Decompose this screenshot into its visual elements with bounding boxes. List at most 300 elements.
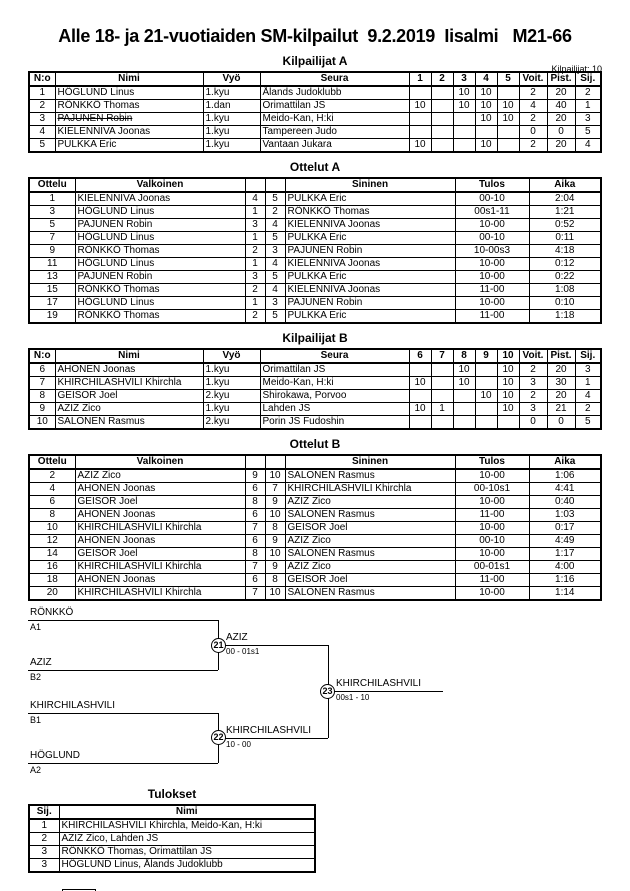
table-cell: 20 bbox=[547, 113, 575, 126]
table-cell: AZIZ Zico bbox=[285, 496, 455, 509]
table-row bbox=[29, 297, 601, 310]
table-cell bbox=[453, 403, 475, 416]
table-cell bbox=[409, 126, 431, 139]
table-cell: 7 bbox=[245, 561, 265, 574]
ottelut-b-table bbox=[28, 454, 602, 601]
column-header: Valkoinen bbox=[75, 455, 245, 469]
table-cell: 10 bbox=[409, 100, 431, 113]
table-cell: 10 bbox=[497, 113, 519, 126]
table-cell: KIELENNIVA Joonas bbox=[55, 126, 203, 139]
column-header: Vyö bbox=[203, 72, 260, 86]
bracket-line bbox=[28, 713, 218, 714]
table-row bbox=[29, 377, 601, 390]
table-cell: 10 bbox=[497, 403, 519, 416]
table-cell: 20 bbox=[547, 390, 575, 403]
table-cell: 11-00 bbox=[455, 310, 529, 324]
table-cell bbox=[497, 139, 519, 153]
table-cell: 7 bbox=[245, 522, 265, 535]
table-row bbox=[29, 574, 601, 587]
table-cell: RÖNKKÖ Thomas, Orimattilan JS bbox=[59, 846, 315, 859]
table-row bbox=[29, 833, 315, 846]
bracket-line bbox=[28, 620, 218, 621]
table-row bbox=[29, 139, 601, 153]
table-cell: 5 bbox=[265, 310, 285, 324]
column-header: Tulos bbox=[455, 178, 529, 192]
table-cell: 0:11 bbox=[529, 232, 601, 245]
column-header: 4 bbox=[475, 72, 497, 86]
table-cell: 2 bbox=[575, 86, 601, 100]
bracket-entry-name: AZIZ bbox=[30, 657, 52, 668]
table-cell: 10 bbox=[453, 363, 475, 377]
table-cell: 0:12 bbox=[529, 258, 601, 271]
table-cell: AZIZ Zico bbox=[285, 535, 455, 548]
bracket-winner-name: AZIZ bbox=[226, 632, 248, 643]
table-cell: RÖNKKÖ Thomas bbox=[75, 310, 245, 324]
table-cell: 5 bbox=[29, 139, 55, 153]
table-cell: 00-10 bbox=[455, 535, 529, 548]
table-cell: RÖNKKÖ Thomas bbox=[75, 245, 245, 258]
table-cell: 10 bbox=[497, 363, 519, 377]
table-cell: Shirokawa, Porvoo bbox=[260, 390, 409, 403]
table-cell: 6 bbox=[29, 496, 75, 509]
table-cell: 10-00 bbox=[455, 548, 529, 561]
table-cell: RÖNKKÖ Thomas bbox=[55, 100, 203, 113]
table-cell: 2 bbox=[29, 469, 75, 483]
table-cell: HÖGLUND Linus bbox=[55, 86, 203, 100]
table-cell: 1.kyu bbox=[203, 139, 260, 153]
table-row bbox=[29, 126, 601, 139]
table-cell: SALONEN Rasmus bbox=[55, 416, 203, 430]
table-cell: 2 bbox=[245, 245, 265, 258]
table-cell: 5 bbox=[265, 232, 285, 245]
page-title: Alle 18- ja 21-vuotiaiden SM-kilpailut 9.2.2019 Iisalmi M21-66 bbox=[58, 26, 572, 46]
table-row bbox=[29, 245, 601, 258]
bracket-line bbox=[328, 691, 443, 692]
bracket-line bbox=[218, 645, 328, 646]
table-cell: HÖGLUND Linus bbox=[75, 258, 245, 271]
table-cell: 2 bbox=[519, 113, 547, 126]
kilpailijat-a-table bbox=[28, 71, 602, 153]
table-cell bbox=[409, 86, 431, 100]
table-cell: 6 bbox=[245, 483, 265, 496]
bracket-line bbox=[218, 738, 328, 739]
table-cell: 9 bbox=[245, 469, 265, 483]
table-cell: 2 bbox=[575, 403, 601, 416]
table-cell: 10 bbox=[265, 509, 285, 522]
table-cell: 2 bbox=[265, 206, 285, 219]
column-header: Seura bbox=[260, 72, 409, 86]
table-cell: 00-10s1 bbox=[455, 483, 529, 496]
table-cell: KHIRCHILASHVILI Khirchla bbox=[75, 522, 245, 535]
table-cell: 00-10 bbox=[455, 232, 529, 245]
column-header bbox=[265, 455, 285, 469]
table-row bbox=[29, 86, 601, 100]
table-cell bbox=[431, 100, 453, 113]
table-cell bbox=[475, 416, 497, 430]
table-cell: 11 bbox=[29, 258, 75, 271]
column-header: Tulos bbox=[455, 455, 529, 469]
table-cell bbox=[409, 113, 431, 126]
table-row bbox=[29, 271, 601, 284]
table-cell: Tampereen Judo bbox=[260, 126, 409, 139]
table-cell bbox=[431, 377, 453, 390]
table-cell: 13 bbox=[29, 271, 75, 284]
column-header: 9 bbox=[475, 349, 497, 363]
table-row bbox=[29, 192, 601, 206]
table-cell bbox=[431, 363, 453, 377]
table-cell: PAJUNEN Robin bbox=[75, 271, 245, 284]
table-cell: AZIZ Zico bbox=[55, 403, 203, 416]
table-cell: 0:10 bbox=[529, 297, 601, 310]
table-cell: 3 bbox=[519, 403, 547, 416]
table-cell: 2.kyu bbox=[203, 390, 260, 403]
table-cell: GEISOR Joel bbox=[75, 496, 245, 509]
table-row bbox=[29, 232, 601, 245]
table-cell: 4 bbox=[265, 258, 285, 271]
bracket-entry-seed: B2 bbox=[30, 672, 42, 682]
column-header bbox=[245, 455, 265, 469]
table-cell: 7 bbox=[29, 232, 75, 245]
table-cell: 10-00 bbox=[455, 258, 529, 271]
table-cell: 1:03 bbox=[529, 509, 601, 522]
table-row bbox=[29, 846, 315, 859]
table-cell: KIELENNIVA Joonas bbox=[285, 219, 455, 232]
table-cell: 7 bbox=[265, 483, 285, 496]
column-header bbox=[265, 178, 285, 192]
table-cell: 6 bbox=[245, 574, 265, 587]
table-cell: AZIZ Zico bbox=[285, 561, 455, 574]
finals-bracket bbox=[28, 607, 602, 779]
table-row bbox=[29, 469, 601, 483]
table-cell: KHIRCHILASHVILI Khirchla bbox=[55, 377, 203, 390]
table-cell: 5 bbox=[265, 192, 285, 206]
table-cell: 11-00 bbox=[455, 509, 529, 522]
table-cell: 20 bbox=[547, 363, 575, 377]
column-header: Aika bbox=[529, 178, 601, 192]
table-cell: 1 bbox=[575, 100, 601, 113]
table-cell bbox=[409, 363, 431, 377]
bracket-match-score: 00 - 01s1 bbox=[226, 647, 260, 656]
table-cell: 1.kyu bbox=[203, 377, 260, 390]
tulokset-table bbox=[28, 804, 316, 873]
table-cell: 20 bbox=[29, 587, 75, 601]
column-header: N:o bbox=[29, 72, 55, 86]
table-cell: 10 bbox=[453, 100, 475, 113]
table-cell: 14 bbox=[29, 548, 75, 561]
table-cell: AZIZ Zico bbox=[75, 469, 245, 483]
table-cell: AHONEN Joonas bbox=[55, 363, 203, 377]
table-cell: 21 bbox=[547, 403, 575, 416]
section-title-ottelut-b: Ottelut B bbox=[289, 437, 341, 451]
table-cell: PAJUNEN Robin bbox=[285, 245, 455, 258]
table-cell: 10 bbox=[265, 469, 285, 483]
column-header: 7 bbox=[431, 349, 453, 363]
table-cell: SALONEN Rasmus bbox=[285, 587, 455, 601]
table-row bbox=[29, 859, 315, 873]
table-cell: 1.kyu bbox=[203, 403, 260, 416]
bracket-winner-name: KHIRCHILASHVILI bbox=[226, 725, 312, 736]
table-cell: 1:08 bbox=[529, 284, 601, 297]
table-row bbox=[29, 206, 601, 219]
match-number-badge: 21 bbox=[211, 638, 226, 653]
bracket-entry-seed: A1 bbox=[30, 622, 42, 632]
table-cell: 6 bbox=[245, 509, 265, 522]
column-header: Nimi bbox=[59, 805, 315, 819]
section-title-tulokset: Tulokset bbox=[147, 787, 197, 801]
table-cell: 1 bbox=[245, 297, 265, 310]
table-cell: 10-00 bbox=[455, 496, 529, 509]
table-cell: 10-00 bbox=[455, 469, 529, 483]
table-cell: 9 bbox=[265, 496, 285, 509]
table-cell: 1.kyu bbox=[203, 86, 260, 100]
table-cell: GEISOR Joel bbox=[75, 548, 245, 561]
table-cell: PAJUNEN Robin bbox=[75, 219, 245, 232]
table-cell bbox=[497, 86, 519, 100]
table-cell: SALONEN Rasmus bbox=[285, 548, 455, 561]
table-cell: 10 bbox=[497, 377, 519, 390]
table-cell: HÖGLUND Linus, Ålands Judoklubb bbox=[59, 859, 315, 873]
table-cell: 7 bbox=[245, 587, 265, 601]
bracket-line bbox=[28, 763, 218, 764]
table-cell bbox=[453, 113, 475, 126]
table-row bbox=[29, 819, 315, 833]
table-cell: 10-00 bbox=[455, 219, 529, 232]
table-cell: 4 bbox=[575, 139, 601, 153]
table-cell: 1:16 bbox=[529, 574, 601, 587]
table-cell: 10 bbox=[497, 390, 519, 403]
table-cell: 2:04 bbox=[529, 192, 601, 206]
table-row bbox=[29, 561, 601, 574]
table-cell: 8 bbox=[265, 574, 285, 587]
table-cell: 10 bbox=[265, 548, 285, 561]
table-cell: KIELENNIVA Joonas bbox=[75, 192, 245, 206]
table-cell: 9 bbox=[265, 535, 285, 548]
table-cell: 1:17 bbox=[529, 548, 601, 561]
column-header: Sij. bbox=[575, 349, 601, 363]
table-cell: 0 bbox=[519, 416, 547, 430]
table-cell: 8 bbox=[29, 390, 55, 403]
table-cell: 5 bbox=[575, 126, 601, 139]
table-row bbox=[29, 403, 601, 416]
column-header: Vyö bbox=[203, 349, 260, 363]
table-cell bbox=[431, 126, 453, 139]
table-cell: 11-00 bbox=[455, 574, 529, 587]
bracket-line bbox=[28, 670, 218, 671]
table-cell: 2 bbox=[519, 390, 547, 403]
table-cell: 2 bbox=[519, 363, 547, 377]
table-cell: 3 bbox=[265, 245, 285, 258]
table-cell: Orimattilan JS bbox=[260, 100, 409, 113]
section-title-kilpailijat-b: Kilpailijat B bbox=[282, 331, 348, 345]
column-header: Pist. bbox=[547, 349, 575, 363]
table-cell: 00s1-11 bbox=[455, 206, 529, 219]
table-cell bbox=[453, 126, 475, 139]
table-cell: 0:40 bbox=[529, 496, 601, 509]
table-row bbox=[29, 496, 601, 509]
table-cell: RÖNKKÖ Thomas bbox=[285, 206, 455, 219]
table-cell: HÖGLUND Linus bbox=[75, 232, 245, 245]
table-cell: SALONEN Rasmus bbox=[285, 509, 455, 522]
table-row bbox=[29, 284, 601, 297]
table-cell bbox=[409, 416, 431, 430]
table-cell bbox=[431, 113, 453, 126]
column-header: Sininen bbox=[285, 178, 455, 192]
table-cell: 10-00 bbox=[455, 297, 529, 310]
table-cell: Orimattilan JS bbox=[260, 363, 409, 377]
table-cell bbox=[497, 126, 519, 139]
table-cell: RÖNKKÖ Thomas bbox=[75, 284, 245, 297]
table-cell: 1.kyu bbox=[203, 363, 260, 377]
table-cell: 0 bbox=[547, 416, 575, 430]
table-cell: 4 bbox=[519, 100, 547, 113]
table-cell: KHIRCHILASHVILI Khirchla bbox=[285, 483, 455, 496]
column-header: Nimi bbox=[55, 72, 203, 86]
table-cell: KHIRCHILASHVILI Khirchla bbox=[75, 561, 245, 574]
table-cell: PAJUNEN Robin bbox=[285, 297, 455, 310]
table-row bbox=[29, 390, 601, 403]
bracket-match-score: 10 - 00 bbox=[226, 740, 251, 749]
table-cell: 10-00s3 bbox=[455, 245, 529, 258]
table-cell: 10 bbox=[475, 390, 497, 403]
table-cell: 4 bbox=[29, 126, 55, 139]
table-cell: 4 bbox=[265, 284, 285, 297]
bracket-match-score: 00s1 - 10 bbox=[336, 693, 370, 702]
competitor-count-note: Kilpailijat: 10 bbox=[551, 64, 602, 74]
table-cell: AHONEN Joonas bbox=[75, 509, 245, 522]
column-header: 6 bbox=[409, 349, 431, 363]
table-cell: 4 bbox=[29, 483, 75, 496]
table-cell bbox=[431, 86, 453, 100]
column-header: Seura bbox=[260, 349, 409, 363]
column-header: Aika bbox=[529, 455, 601, 469]
table-cell: 3 bbox=[519, 377, 547, 390]
table-cell: 0:22 bbox=[529, 271, 601, 284]
bracket-entry-name: HÖGLUND bbox=[30, 750, 81, 761]
table-cell: KIELENNIVA Joonas bbox=[285, 258, 455, 271]
column-header: N:o bbox=[29, 349, 55, 363]
table-cell: 2 bbox=[519, 86, 547, 100]
table-cell: SALONEN Rasmus bbox=[285, 469, 455, 483]
bracket-winner-name: KHIRCHILASHVILI bbox=[336, 678, 422, 689]
table-cell bbox=[409, 390, 431, 403]
table-cell: 10 bbox=[409, 377, 431, 390]
table-cell: AZIZ Zico, Lahden JS bbox=[59, 833, 315, 846]
table-cell: 9 bbox=[29, 403, 55, 416]
table-row bbox=[29, 310, 601, 324]
table-cell: 3 bbox=[265, 297, 285, 310]
table-cell: 4:41 bbox=[529, 483, 601, 496]
table-cell: 10 bbox=[409, 139, 431, 153]
table-cell: 3 bbox=[245, 219, 265, 232]
kilpailijat-b-table bbox=[28, 348, 602, 430]
table-cell: PULKKA Eric bbox=[285, 232, 455, 245]
table-row bbox=[29, 522, 601, 535]
table-cell: GEISOR Joel bbox=[285, 574, 455, 587]
table-row bbox=[29, 258, 601, 271]
table-cell: 10 bbox=[29, 522, 75, 535]
table-row bbox=[29, 363, 601, 377]
table-cell: 1 bbox=[245, 258, 265, 271]
table-cell: Lahden JS bbox=[260, 403, 409, 416]
table-cell: PULKKA Eric bbox=[285, 310, 455, 324]
column-header: 3 bbox=[453, 72, 475, 86]
table-cell: 1:06 bbox=[529, 469, 601, 483]
table-cell: 2 bbox=[29, 100, 55, 113]
table-cell: 10 bbox=[497, 100, 519, 113]
table-cell: 1 bbox=[29, 86, 55, 100]
table-cell: 10 bbox=[475, 113, 497, 126]
table-cell: 18 bbox=[29, 574, 75, 587]
table-cell: 4 bbox=[575, 390, 601, 403]
section-title-kilpailijat-a: Kilpailijat A bbox=[282, 54, 348, 68]
table-cell: 10 bbox=[475, 86, 497, 100]
column-header: Pist. bbox=[547, 72, 575, 86]
table-cell: 10 bbox=[265, 587, 285, 601]
table-cell: 2 bbox=[29, 833, 59, 846]
table-cell: 2.kyu bbox=[203, 416, 260, 430]
table-cell bbox=[453, 139, 475, 153]
table-cell bbox=[475, 126, 497, 139]
table-cell: 10-00 bbox=[455, 587, 529, 601]
table-cell: PAJUNEN Robin bbox=[55, 113, 203, 126]
table-cell: 12 bbox=[29, 535, 75, 548]
column-header: Ottelu bbox=[29, 178, 75, 192]
table-cell: Ålands Judoklubb bbox=[260, 86, 409, 100]
table-header-row bbox=[29, 72, 601, 86]
table-cell: 3 bbox=[29, 859, 59, 873]
table-cell: HÖGLUND Linus bbox=[75, 206, 245, 219]
table-header-row bbox=[29, 349, 601, 363]
table-header-row bbox=[29, 178, 601, 192]
table-cell: 00-10 bbox=[455, 192, 529, 206]
column-header: Sij. bbox=[29, 805, 59, 819]
table-cell: 19 bbox=[29, 310, 75, 324]
table-cell: AHONEN Joonas bbox=[75, 535, 245, 548]
table-cell: 4:00 bbox=[529, 561, 601, 574]
column-header: Voit. bbox=[519, 349, 547, 363]
table-cell: Meido-Kan, H:ki bbox=[260, 377, 409, 390]
table-cell bbox=[431, 390, 453, 403]
table-cell: 17 bbox=[29, 297, 75, 310]
table-cell bbox=[475, 403, 497, 416]
table-cell: 2 bbox=[245, 310, 265, 324]
table-cell: KHIRCHILASHVILI Khirchla bbox=[75, 587, 245, 601]
table-cell: 3 bbox=[29, 846, 59, 859]
column-header: 5 bbox=[497, 72, 519, 86]
table-cell: AHONEN Joonas bbox=[75, 483, 245, 496]
table-cell bbox=[475, 377, 497, 390]
table-row bbox=[29, 100, 601, 113]
table-cell: 7 bbox=[29, 377, 55, 390]
table-cell: 1 bbox=[575, 377, 601, 390]
table-cell: 3 bbox=[29, 206, 75, 219]
table-cell: 10-00 bbox=[455, 522, 529, 535]
table-row bbox=[29, 483, 601, 496]
table-cell: GEISOR Joel bbox=[55, 390, 203, 403]
table-cell: 1:21 bbox=[529, 206, 601, 219]
table-cell: 1:18 bbox=[529, 310, 601, 324]
match-number-badge: 22 bbox=[211, 730, 226, 745]
table-row bbox=[29, 113, 601, 126]
table-cell: 20 bbox=[547, 139, 575, 153]
table-cell: 1.kyu bbox=[203, 126, 260, 139]
column-header: Voit. bbox=[519, 72, 547, 86]
table-cell: 1 bbox=[431, 403, 453, 416]
match-number-badge: 23 bbox=[320, 684, 335, 699]
ottelut-a-table bbox=[28, 177, 602, 324]
table-row bbox=[29, 535, 601, 548]
table-cell: 3 bbox=[575, 113, 601, 126]
